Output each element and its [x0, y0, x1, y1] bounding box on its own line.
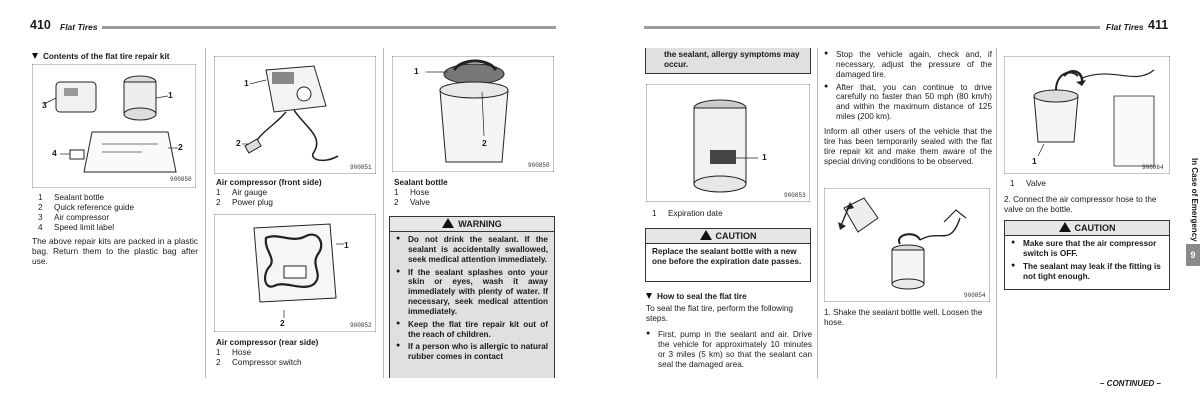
rear-caption: Air compressor (rear side) [216, 338, 319, 347]
left-page-title: Flat Tires [60, 22, 98, 32]
front-figure-code: 900851 [350, 164, 372, 171]
kit-callout-1: 1 [168, 90, 173, 100]
kit-figure [32, 64, 196, 188]
right-col-divider-1 [817, 48, 818, 378]
repair-kit-illustration [32, 64, 196, 188]
seal-heading-text: How to seal the flat tire [657, 292, 747, 301]
step-2: 2. Connect the air compressor hose to the valve on the bottle. [1004, 195, 1157, 214]
caution-title-1: CAUTION [715, 231, 757, 241]
kit-heading-text: Contents of the flat tire repair kit [43, 52, 170, 61]
left-col-divider-1 [205, 48, 206, 378]
kit-heading [32, 52, 202, 62]
front-callout-1: 1 [244, 78, 249, 88]
expiry-legend [652, 209, 812, 219]
caution-title-2: CAUTION [1074, 223, 1116, 233]
rear-callout-2: 2 [280, 318, 285, 328]
rear-compressor-figure [214, 214, 376, 332]
caution-box-2 [1004, 220, 1170, 290]
sealant-bottle-figure [392, 56, 554, 172]
expiry-legend-row: 1 Expiration date [652, 209, 723, 218]
compressor-front-illustration [214, 56, 376, 174]
warning-body [390, 232, 554, 378]
chapter-tab: 9 [1186, 244, 1200, 266]
valve-legend-row: 1 Valve [1010, 179, 1046, 188]
rear-legend-row: 2 Compressor switch [216, 357, 302, 367]
rear-callout-1: 1 [344, 240, 349, 250]
valve-callout: 1 [1032, 156, 1037, 166]
caution-triangle-icon [1059, 222, 1071, 232]
caution-item: ● The sealant may leak if the fitting is not tight enough. [1011, 262, 1163, 282]
rear-legend-row: 1 Hose [216, 347, 252, 357]
right-page-number: 411 [1148, 18, 1169, 32]
caution-box-1 [645, 228, 811, 282]
seal-heading [646, 292, 812, 302]
expiry-callout: 1 [762, 152, 767, 162]
rear-caption-block [216, 338, 376, 368]
rear-figure-code: 900852 [350, 322, 372, 329]
seal-bullets [646, 330, 812, 372]
bottle-legend-row: 2 Valve [394, 197, 430, 207]
right-page-title: Flat Tires [1106, 22, 1144, 32]
front-compressor-figure [214, 56, 376, 174]
seal-bullet: ● First, pump in the sealant and air. Drive the vehicle for approximately 10 minutes or 3 miles (5 km) so that the sealant can seal the damaged area. [646, 330, 812, 369]
valve-legend [1010, 179, 1170, 189]
valve-connect-illustration [1004, 56, 1170, 174]
caution-header-2 [1005, 221, 1169, 236]
warning-item: ● Do not drink the sealant. If the sealant is accidentally swallowed, seek medical attention immediately. [396, 235, 548, 265]
caution-item: ● Make sure that the air compressor switch is OFF. [1011, 239, 1163, 259]
step-1: 1. Shake the sealant bottle well. Loosen the hose. [824, 308, 983, 327]
kit-callout-2: 2 [178, 142, 183, 152]
compressor-rear-illustration [214, 214, 376, 332]
section-arrow-icon [646, 293, 652, 299]
warning-item: ● If a person who is allergic to natural rubber comes in contact [396, 342, 548, 362]
expiry-figure [646, 84, 810, 202]
valve-figure [1004, 56, 1170, 174]
middle-paragraph: Inform all other users of the vehicle that the tire has been temporarily sealed with the flat tire repair kit and make them aware of the special driving conditions to be observed. [824, 127, 992, 166]
warning-triangle-icon [442, 218, 454, 228]
warning-item: ● If the sealant splashes onto your skin or eyes, wash it away immediately with plenty of water. If necessary, seek medical attention immediately. [396, 268, 548, 317]
warning-title: WARNING [458, 219, 502, 229]
right-header-bar [644, 26, 1100, 29]
kit-legend-row: 3 Air compressor [38, 212, 110, 222]
front-callout-2: 2 [236, 138, 241, 148]
middle-bullet: ● After that, you can continue to drive carefully no faster than 50 mph (80 km/h) and within the maximum distance of 125 miles (200 km). [824, 83, 992, 122]
seal-intro: To seal the flat tire, perform the following steps. [646, 304, 793, 323]
bottle-caption-block [394, 178, 554, 208]
kit-paragraph: The above repair kits are packed in a plastic bag. Return them to the plastic bag after use. [32, 236, 198, 267]
continued-marker: – CONTINUED – [1100, 379, 1161, 388]
front-caption-block [216, 178, 376, 208]
right-col-divider-2 [996, 48, 997, 378]
kit-legend-row: 1 Sealant bottle [38, 193, 105, 202]
left-header-bar [102, 26, 556, 29]
kit-callout-3: 3 [42, 100, 47, 110]
middle-bullets [824, 50, 992, 125]
warning-continued-text: the sealant, allergy symptoms may occur. [664, 50, 800, 69]
warning-continued-box [645, 48, 811, 74]
bottle-callout-1: 1 [414, 66, 419, 76]
right-page-header [644, 18, 1170, 34]
front-legend-row: 2 Power plug [216, 197, 273, 207]
warning-header [390, 217, 554, 232]
middle-bullet: ● Stop the vehicle again, check and, if necessary, adjust the pressure of the damaged tire. [824, 50, 992, 80]
bottle-figure-code: 900850 [528, 162, 550, 169]
left-page-number: 410 [30, 18, 51, 32]
kit-legend-row: 2 Quick reference guide [38, 202, 135, 212]
bottle-callout-2: 2 [482, 138, 487, 148]
shake-figure-code: 900854 [964, 292, 986, 299]
caution-body-2 [1005, 236, 1169, 287]
left-page-header [30, 18, 556, 34]
bottle-caption: Sealant bottle [394, 178, 448, 187]
kit-callout-4: 4 [52, 148, 57, 158]
caution-header-1 [646, 229, 810, 244]
shake-figure [824, 188, 990, 302]
warning-item: ● Keep the flat tire repair kit out of the reach of children. [396, 320, 548, 340]
kit-legend [38, 193, 198, 232]
bottle-legend-row: 1 Hose [394, 187, 430, 197]
kit-figure-code: 900850 [170, 176, 192, 183]
kit-legend-row: 4 Speed limit label [38, 222, 115, 232]
chapter-side-label: In Case of Emergency [1190, 158, 1199, 242]
caution-triangle-icon [700, 230, 712, 240]
caution-body-1: Replace the sealant bottle with a new one before the expiration date passes. [652, 247, 802, 266]
warning-box [389, 216, 555, 378]
front-legend-row: 1 Air gauge [216, 187, 268, 197]
front-caption: Air compressor (front side) [216, 178, 322, 187]
valve-figure-code: 900864 [1142, 164, 1164, 171]
expiry-bottle-illustration [646, 84, 810, 202]
section-arrow-icon [32, 53, 38, 59]
expiry-figure-code: 900853 [784, 192, 806, 199]
left-col-divider-2 [383, 48, 384, 378]
shake-bottle-illustration [824, 188, 990, 302]
